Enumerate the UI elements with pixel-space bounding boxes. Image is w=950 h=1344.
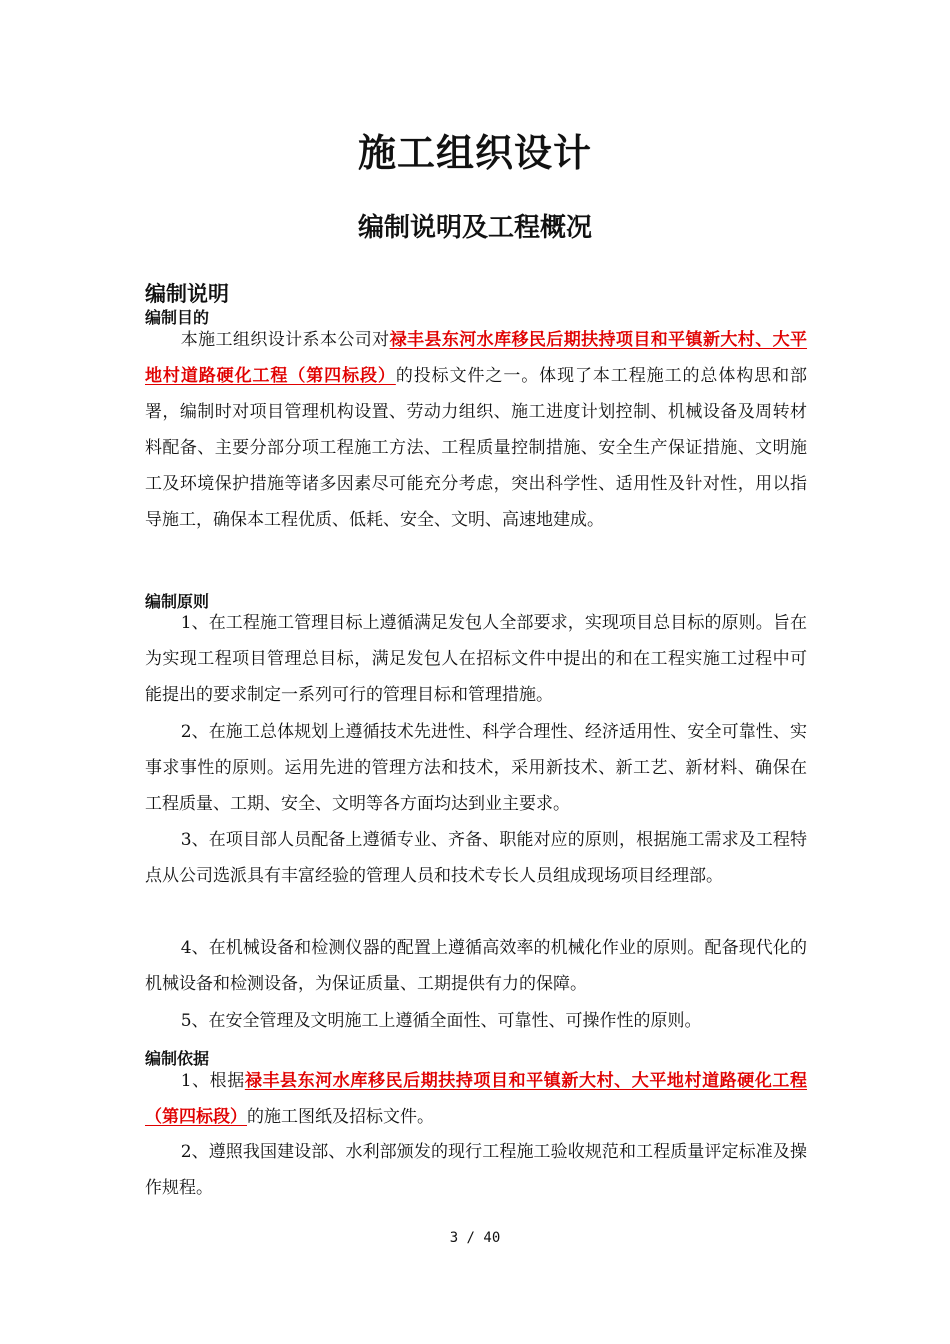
principles-heading: 编制原则 [145,592,210,611]
principle-item: 2、在施工总体规划上遵循技术先进性、科学合理性、经济适用性、安全可靠性、实事求事性的原则。运用先进的管理方法和技术，采用新技术、新工艺、新材料、确保在工程质量、工期、安全、文明等各方面均达到业主要求。 [145,722,807,814]
principle-item: 5、在安全管理及文明施工上遵循全面性、可靠性、可操作性的原则。 [180,1011,702,1031]
document-title: 施工组织设计 [357,131,592,175]
basis-item: 2、遵照我国建设部、水利部颁发的现行工程施工验收规范和工程质量评定标准及操作规程。 [145,1142,807,1198]
section-heading: 编制说明 [145,282,229,306]
principle-item: 1、在工程施工管理目标上遵循满足发包人全部要求，实现项目总目标的原则。旨在为实现工程项目管理总目标，满足发包人在招标文件中提出的和在工程实施工过程中可能提出的要求制定一系列可行的管理目标和管理措施。 [145,613,807,705]
page-number: 3 / 40 [449,1230,501,1246]
basis-item [145,1063,807,1135]
basis-item1-pre: 1、根据 [180,1071,245,1091]
principle-item: 4、在机械设备和检测仪器的配置上遵循高效率的机械化作业的原则。配备现代化的机械设备和检测设备，为保证质量、工期提供有力的保障。 [145,938,807,994]
basis-project-highlight: 禄丰县东河水库移民后期扶持项目和平镇新大村、大平地村道路硬化工程（第四标段） [145,1071,808,1127]
purpose-paragraph [145,322,807,538]
basis-heading: 编制依据 [145,1049,210,1068]
basis-item1-post: 的施工图纸及招标文件。 [247,1107,434,1127]
purpose-pre: 本施工组织设计系本公司对 [180,330,390,350]
principle-item: 3、在项目部人员配备上遵循专业、齐备、职能对应的原则，根据施工需求及工程特点从公司选派具有丰富经验的管理人员和技术专长人员组成现场项目经理部。 [145,830,807,886]
purpose-heading: 编制目的 [145,308,210,327]
purpose-post: 的投标文件之一。体现了本工程施工的总体构思和部署，编制时对项目管理机构设置、劳动力组织、施工进度计划控制、机械设备及周转材料配备、主要分部分项工程施工方法、工程质量控制措施、安全生产保证措施、文明施工及环境保护措施等诸多因素尽可能充分考虑，突出科学性、适用性及针对性，用以指导施工，确保本工程优质、低耗、安全、文明、高速地建成。 [145,366,808,530]
project-name-highlight: 禄丰县东河水库移民后期扶持项目和平镇新大村、大平地村道路硬化工程（第四标段） [145,330,808,386]
document-subtitle: 编制说明及工程概况 [357,213,592,243]
